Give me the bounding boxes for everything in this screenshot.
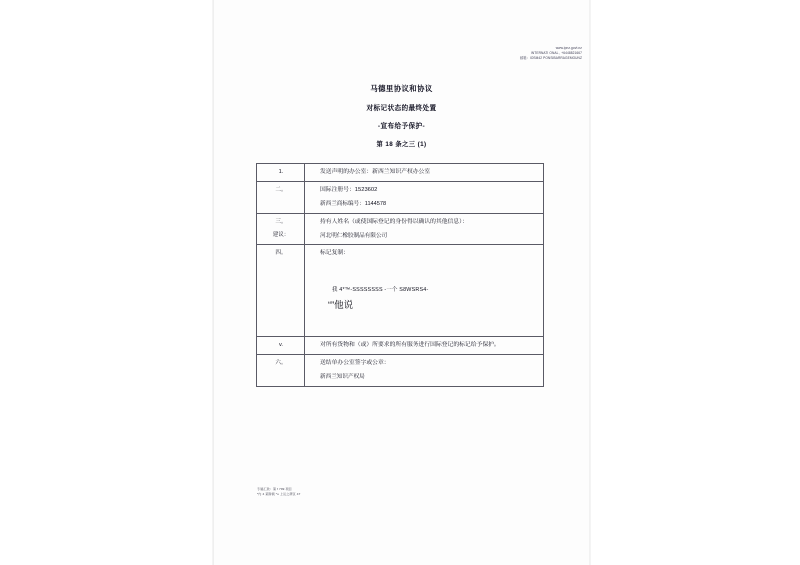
row-content bbox=[305, 181, 544, 213]
scanned-sheet bbox=[213, 0, 590, 565]
row-label: 送结单办公室签字或公章： bbox=[320, 360, 390, 367]
row-label: 标记复制： bbox=[320, 250, 349, 257]
heading-title: 马德里协议和协议 bbox=[370, 84, 433, 93]
row-number bbox=[257, 213, 305, 245]
footer-line-1: 专属汇款：第 f 799 项目 bbox=[257, 487, 292, 491]
table-row bbox=[257, 355, 544, 387]
row-content bbox=[305, 164, 544, 182]
sender-contact-block bbox=[462, 46, 582, 61]
row-content bbox=[305, 245, 544, 337]
row-number: 四。 bbox=[257, 245, 305, 337]
row-number-note: 建议： bbox=[272, 232, 290, 239]
document-headings bbox=[213, 85, 590, 149]
sender-line-3: 邮箱：IOSM42 PONSIBARRAGEMOUNZ bbox=[519, 55, 582, 60]
row-value: 新西兰商标编号：1144578 bbox=[320, 200, 387, 207]
table-row bbox=[257, 164, 544, 182]
mark-quote: “ bbox=[328, 300, 331, 311]
mark-text: ”他说 bbox=[331, 300, 354, 312]
heading-declaration: -宣布给予保护- bbox=[377, 123, 426, 131]
row-value: 河北明仁橡胶制品有限公司 bbox=[320, 232, 388, 239]
row-number-text: 三。 bbox=[275, 218, 287, 225]
row-label: 持有人姓名（或使国际登记的身份得以确认的其他信息）： bbox=[320, 218, 468, 225]
row-value: 新西兰知识产权局 bbox=[320, 374, 365, 381]
statement-table bbox=[256, 163, 544, 387]
row-label: 对所有货物和（或）所要求的所有服务进行国际登记的标记给予保护。 bbox=[320, 342, 500, 349]
row-content bbox=[305, 355, 544, 387]
sender-line-1: www.ipnz.govt.nz bbox=[555, 46, 582, 50]
row-number: v. bbox=[257, 337, 305, 355]
table-row bbox=[257, 213, 544, 245]
footer-line-2: *内 4 莱斯顿 *u 上运之研区 47 bbox=[257, 492, 301, 497]
mark-reproduction bbox=[310, 258, 539, 332]
sender-line-2: INTERNATI ONAL , +6448821667 bbox=[530, 50, 582, 55]
row-content bbox=[305, 337, 544, 355]
mark-line-2 bbox=[328, 299, 353, 314]
heading-article: 第 18 条之三 (1) bbox=[376, 140, 427, 148]
row-number: 1. bbox=[257, 164, 305, 182]
row-label: 发送声明的办公室：新西兰知识产权办公室 bbox=[320, 169, 431, 175]
table-row bbox=[257, 245, 544, 337]
heading-subtitle: 对标记状态的最终处置 bbox=[366, 105, 437, 113]
footer-note bbox=[257, 487, 300, 498]
row-label: 国际注册号：1523602 bbox=[320, 186, 378, 193]
table-row bbox=[257, 337, 544, 355]
table-row bbox=[257, 181, 544, 213]
row-content bbox=[305, 213, 544, 245]
row-number: 二。 bbox=[257, 181, 305, 213]
mark-line-1: 我 4*™-SSSSSSSS -一个 S8WSRS4- bbox=[332, 287, 429, 294]
row-number: 六。 bbox=[257, 355, 305, 387]
